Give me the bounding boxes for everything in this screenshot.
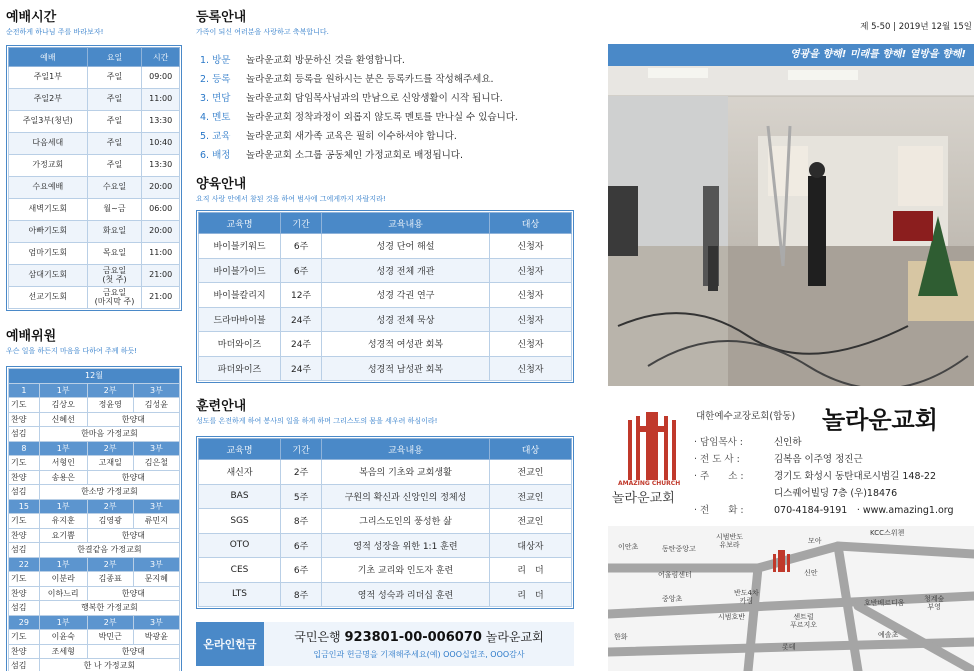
row-label: 기도 (9, 456, 40, 471)
table-row (199, 283, 572, 308)
worship-time: 09:00 (142, 67, 180, 89)
training-table (198, 438, 572, 607)
info-value: 김복음 이주영 정진근 (774, 454, 863, 465)
course-target: 신청자 (489, 307, 571, 332)
online-note: 입금인과 헌금명을 기재해주세요(예) OOO십일조, OOO감사 (313, 650, 525, 659)
table-row (199, 582, 572, 607)
worship-time: 21:00 (142, 265, 180, 287)
course-target: 신청자 (489, 258, 571, 283)
info-value: 신인하 (774, 437, 802, 448)
course-name: SGS (199, 509, 281, 534)
course-duration: 12주 (281, 283, 322, 308)
course-target: 신청자 (489, 332, 571, 357)
row-label: 찬양 (9, 586, 40, 601)
registration-title: 등록안내 (196, 10, 247, 25)
course-content: 성경적 남성관 회복 (322, 356, 490, 381)
prayer-name: 김은철 (133, 456, 179, 471)
row-label: 섬김 (9, 601, 40, 616)
worship-time: 21:00 (142, 287, 180, 309)
list-item (196, 87, 574, 106)
course-name: OTO (199, 533, 281, 558)
registration-text: 놀라운교회 소그룹 공동체인 가정교회로 배정됩니다. (246, 149, 463, 161)
praise-name: 이하느리 (39, 586, 87, 601)
worship-time: 13:30 (142, 155, 180, 177)
nurture-subtitle: 요직 사랑 안에서 참된 것을 하여 범사에 그에게까지 자랄지라! (196, 195, 386, 203)
serve-group: 한 나 가정교회 (39, 659, 179, 671)
map-label: 이안초 (618, 543, 639, 551)
column-header: 기간 (281, 439, 322, 460)
registration-list (196, 49, 574, 163)
prayer-name: 유지훈 (39, 514, 87, 529)
map-church-marker (773, 550, 790, 572)
list-item (196, 144, 574, 163)
course-content: 구원의 확신과 신앙인의 정체성 (322, 484, 490, 509)
service-label: 2부 (87, 615, 133, 630)
column-header: 교육명 (199, 439, 281, 460)
table-row (9, 89, 180, 111)
worship-day: 화요일 (87, 221, 142, 243)
registration-text: 놀라운교회 방문하신 것을 환영합니다. (246, 54, 405, 66)
course-content: 성경 단어 해설 (322, 234, 490, 259)
map-label: 롯데 (782, 643, 796, 651)
week-date: 1 (9, 383, 40, 398)
course-content: 성경적 여성관 회복 (322, 332, 490, 357)
row-label: 찬양 (9, 412, 40, 427)
praise-team: 한양대 (87, 644, 179, 659)
training-section (196, 395, 574, 609)
staff-month: 12월 (9, 369, 180, 384)
logo-korean: 놀라운교회 (612, 491, 675, 506)
worship-time-subtitle: 순전하게 하나님 주를 바라보자! (6, 28, 104, 36)
course-name: 드라마바이블 (199, 307, 281, 332)
worship-staff-subtitle: 우슨 일을 하든지 마음을 다하여 주께 하듯! (6, 347, 138, 355)
info-row (694, 451, 954, 468)
course-target: 전교인 (489, 484, 571, 509)
table-row (9, 133, 180, 155)
table-row (9, 644, 180, 659)
course-name: 바이블칼리지 (199, 283, 281, 308)
serve-group: 한소망 가정교회 (39, 485, 179, 500)
list-item (196, 49, 574, 68)
church-logo-text (612, 480, 680, 506)
service-label: 1부 (39, 383, 87, 398)
course-content: 그리스도인의 풍성한 삶 (322, 509, 490, 534)
table-row (199, 258, 572, 283)
course-name: 파더와이즈 (199, 356, 281, 381)
worship-day: 목요일 (87, 243, 142, 265)
service-label: 2부 (87, 441, 133, 456)
row-label: 섬김 (9, 543, 40, 558)
worship-name: 삼대기도회 (9, 265, 88, 287)
worship-name: 새벽기도회 (9, 199, 88, 221)
worship-day: 금요일 (마지막 주) (87, 287, 142, 309)
course-duration: 24주 (281, 332, 322, 357)
service-label: 2부 (87, 499, 133, 514)
worship-day: 주일 (87, 67, 142, 89)
table-row (9, 243, 180, 265)
church-photo (608, 66, 974, 386)
registration-text: 놀라운교회 정착과정이 외롭지 않도록 멘토를 만나실 수 있습니다. (246, 111, 518, 123)
week-header (9, 557, 180, 572)
registration-text: 놀라운교회 등록을 원하시는 분은 등록카드를 작성해주세요. (246, 73, 494, 85)
header-time: 시간 (142, 48, 180, 67)
online-account-number: 923801-00-006070 (344, 630, 482, 645)
map-label: 예솔초 (878, 631, 899, 639)
course-duration: 24주 (281, 356, 322, 381)
table-row (9, 514, 180, 529)
prayer-name: 정윤영 (87, 398, 133, 413)
row-label: 섬김 (9, 659, 40, 671)
worship-name: 주일3부(청년) (9, 111, 88, 133)
registration-step: 3. 면담 (200, 92, 231, 104)
table-row (199, 307, 572, 332)
worship-name: 주일2부 (9, 89, 88, 111)
worship-name: 선교기도회 (9, 287, 88, 309)
map-label: 시범호반 (718, 613, 746, 621)
table-row (9, 456, 180, 471)
table-row (199, 484, 572, 509)
row-label: 기도 (9, 514, 40, 529)
table-row (9, 287, 180, 309)
worship-day: 주일 (87, 111, 142, 133)
table-row (199, 332, 572, 357)
worship-time-table (8, 47, 180, 309)
table-row (9, 177, 180, 199)
table-row (9, 111, 180, 133)
course-target: 신청자 (489, 283, 571, 308)
map-label: 센트럴 푸르지오 (790, 613, 818, 629)
left-column (6, 6, 182, 671)
worship-name: 주일1부 (9, 67, 88, 89)
online-offering-body (264, 622, 574, 666)
course-duration: 8주 (281, 582, 322, 607)
course-name: LTS (199, 582, 281, 607)
course-content: 성경 전체 묵상 (322, 307, 490, 332)
prayer-name: 김영광 (87, 514, 133, 529)
course-duration: 24주 (281, 307, 322, 332)
worship-time: 11:00 (142, 243, 180, 265)
column-header: 교육명 (199, 213, 281, 234)
table-row (9, 528, 180, 543)
row-label: 섬김 (9, 427, 40, 442)
header-day: 요일 (87, 48, 142, 67)
worship-time: 11:00 (142, 89, 180, 111)
service-label: 1부 (39, 615, 87, 630)
info-row (694, 502, 954, 519)
prayer-name: 문지혜 (133, 572, 179, 587)
course-content: 복음의 기초와 교회생활 (322, 460, 490, 485)
prayer-name: 류민지 (133, 514, 179, 529)
table-row (9, 630, 180, 645)
course-content: 영적 성숙과 리더십 훈련 (322, 582, 490, 607)
table-row (9, 485, 180, 500)
registration-step: 5. 교육 (200, 130, 231, 142)
praise-team: 한양대 (87, 586, 179, 601)
row-label: 기도 (9, 630, 40, 645)
week-date: 29 (9, 615, 40, 630)
serve-group: 행복한 가정교회 (39, 601, 179, 616)
course-target: 리 더 (489, 558, 571, 583)
online-bank: 국민은행 (294, 630, 341, 644)
table-row (199, 234, 572, 259)
map-label: KCC스위첸 (870, 529, 905, 537)
map-label: 반도4차 카림 (734, 589, 759, 605)
week-header (9, 441, 180, 456)
table-row (9, 601, 180, 616)
map-label: 동탄중앙고 (662, 545, 696, 553)
course-name: BAS (199, 484, 281, 509)
service-label: 1부 (39, 557, 87, 572)
prayer-name: 김종표 (87, 572, 133, 587)
worship-day: 월~금 (87, 199, 142, 221)
course-content: 성경 전체 개관 (322, 258, 490, 283)
row-label: 찬양 (9, 644, 40, 659)
table-row (199, 356, 572, 381)
worship-name: 가정교회 (9, 155, 88, 177)
map-label: 모아 (808, 537, 822, 545)
table-row (9, 427, 180, 442)
row-label: 기도 (9, 572, 40, 587)
header-worship: 예배 (9, 48, 88, 67)
map-label: 신안 (804, 569, 818, 577)
row-label: 섬김 (9, 485, 40, 500)
info-value: 디스퀘어빌딩 7층 (우)18476 (774, 488, 898, 499)
worship-staff-table (8, 368, 180, 671)
course-duration: 8주 (281, 509, 322, 534)
course-content: 영적 성장을 위한 1:1 훈련 (322, 533, 490, 558)
info-key: · 주 소 : (694, 471, 744, 482)
prayer-name: 김상오 (39, 398, 87, 413)
worship-time-title: 예배시간 (6, 10, 57, 25)
praise-team: 한양대 (87, 528, 179, 543)
row-label: 찬양 (9, 470, 40, 485)
map-label: 중앙초 (662, 595, 683, 603)
registration-text: 놀라운교회 담임목사님과의 만남으로 신앙생활이 시작 됩니다. (246, 92, 503, 104)
info-key: · 전 도 사 : (694, 454, 740, 465)
column-header: 교육내용 (322, 213, 490, 234)
row-label: 기도 (9, 398, 40, 413)
worship-day: 주일 (87, 89, 142, 111)
nurture-table (198, 212, 572, 381)
worship-staff-section (6, 325, 182, 671)
map-label: 한화 (614, 633, 628, 641)
info-row (694, 468, 954, 485)
course-name: 바이블가이드 (199, 258, 281, 283)
week-header (9, 383, 180, 398)
course-target: 신청자 (489, 234, 571, 259)
service-label: 3부 (133, 557, 179, 572)
course-target: 리 더 (489, 582, 571, 607)
course-target: 전교인 (489, 460, 571, 485)
table-row (9, 659, 180, 671)
worship-staff-table-wrap (6, 366, 182, 671)
table-row (9, 398, 180, 413)
worship-day: 주일 (87, 155, 142, 177)
map-label: 시범반도 유보라 (716, 533, 744, 549)
registration-step: 2. 등록 (200, 73, 231, 85)
praise-name: 조세형 (39, 644, 87, 659)
course-duration: 2주 (281, 460, 322, 485)
prayer-name: 이분라 (39, 572, 87, 587)
service-label: 3부 (133, 441, 179, 456)
church-denomination: 대한예수교장로회(합동) (696, 411, 796, 422)
prayer-name: 박광윤 (133, 630, 179, 645)
praise-name: 신혜선 (39, 412, 87, 427)
church-contact-info (694, 434, 954, 519)
info-row (694, 485, 954, 502)
course-name: CES (199, 558, 281, 583)
service-label: 2부 (87, 383, 133, 398)
map-label: 호반베르디움 (864, 599, 905, 607)
worship-name: 엄마기도회 (9, 243, 88, 265)
training-subtitle: 성도를 온전하게 하여 봉사의 일을 하게 하며 그리스도의 몸을 세우려 하심이라! (196, 417, 438, 425)
table-row (199, 558, 572, 583)
banner: 영광을 향해! 미래를 향해! 열방을 향해! (608, 44, 974, 66)
prayer-name: 김성윤 (133, 398, 179, 413)
table-row (9, 67, 180, 89)
registration-step: 6. 배정 (200, 149, 231, 161)
church-info-block (608, 394, 974, 522)
logo-english: AMAZING CHURCH (618, 480, 681, 487)
row-label: 찬양 (9, 528, 40, 543)
table-row (199, 509, 572, 534)
praise-team: 한양대 (87, 470, 179, 485)
registration-subtitle: 가족이 되신 여러분을 사랑하고 축복합니다. (196, 28, 329, 36)
table-row (9, 412, 180, 427)
table-row (199, 460, 572, 485)
list-item (196, 68, 574, 87)
service-label: 1부 (39, 441, 87, 456)
serve-group: 한결같음 가정교회 (39, 543, 179, 558)
service-label: 3부 (133, 615, 179, 630)
info-value: 경기도 화성시 동탄대로시범길 148-22 (774, 471, 937, 482)
course-target: 대상자 (489, 533, 571, 558)
worship-name: 수요예배 (9, 177, 88, 199)
church-name: 놀라운교회 (822, 406, 938, 434)
registration-step: 4. 멘토 (200, 111, 231, 123)
info-row (694, 434, 954, 451)
praise-team: 한양대 (87, 412, 179, 427)
course-content: 기초 교리와 인도자 훈련 (322, 558, 490, 583)
service-label: 3부 (133, 383, 179, 398)
course-duration: 6주 (281, 258, 322, 283)
photo-illustration (608, 66, 974, 386)
week-header (9, 499, 180, 514)
table-row (9, 221, 180, 243)
worship-time: 06:00 (142, 199, 180, 221)
course-duration: 6주 (281, 533, 322, 558)
course-name: 바이블키워드 (199, 234, 281, 259)
course-target: 신청자 (489, 356, 571, 381)
worship-day: 금요일 (첫 주) (87, 265, 142, 287)
worship-time: 13:30 (142, 111, 180, 133)
week-date: 8 (9, 441, 40, 456)
praise-name: 요기쁨 (39, 528, 87, 543)
worship-time: 20:00 (142, 221, 180, 243)
week-header (9, 615, 180, 630)
registration-section (196, 6, 574, 163)
worship-time: 10:40 (142, 133, 180, 155)
worship-time: 20:00 (142, 177, 180, 199)
course-target: 전교인 (489, 509, 571, 534)
table-row (9, 572, 180, 587)
worship-time-section (6, 6, 182, 311)
info-key: · 전 화 : (694, 505, 744, 516)
praise-name: 송용은 (39, 470, 87, 485)
table-row (199, 533, 572, 558)
nurture-table-wrap (196, 210, 574, 383)
week-date: 22 (9, 557, 40, 572)
table-row (9, 586, 180, 601)
registration-step: 1. 방문 (200, 54, 231, 66)
worship-time-table-wrap (6, 45, 182, 311)
table-row (9, 155, 180, 177)
registration-text: 놀라운교회 새가족 교육은 필히 이수하셔야 합니다. (246, 130, 457, 142)
list-item (196, 125, 574, 144)
worship-day: 수요일 (87, 177, 142, 199)
week-date: 15 (9, 499, 40, 514)
prayer-name: 서형인 (39, 456, 87, 471)
course-name: 마더와이즈 (199, 332, 281, 357)
worship-staff-title: 예배위원 (6, 329, 57, 344)
prayer-name: 박민근 (87, 630, 133, 645)
online-holder: 놀라운교회 (485, 630, 544, 644)
column-header: 대상 (489, 213, 571, 234)
course-name: 새신자 (199, 460, 281, 485)
worship-day: 주일 (87, 133, 142, 155)
service-label: 1부 (39, 499, 87, 514)
column-header: 대상 (489, 439, 571, 460)
table-row (9, 265, 180, 287)
list-item (196, 106, 574, 125)
prayer-name: 고재일 (87, 456, 133, 471)
table-row (9, 199, 180, 221)
serve-group: 한마음 가정교회 (39, 427, 179, 442)
column-header: 기간 (281, 213, 322, 234)
course-duration: 6주 (281, 234, 322, 259)
online-offering-label: 온라인헌금 (196, 622, 264, 666)
worship-name: 아빠기도회 (9, 221, 88, 243)
info-key: · 담임목사 : (694, 437, 743, 448)
training-title: 훈련안내 (196, 399, 247, 414)
column-header: 교육내용 (322, 439, 490, 460)
issue-info: 제 5-50 | 2019년 12월 15일 (860, 22, 972, 32)
online-account (264, 628, 574, 645)
service-label: 2부 (87, 557, 133, 572)
table-row (9, 543, 180, 558)
table-row (9, 470, 180, 485)
map-label: 어울림센터 (658, 571, 692, 579)
service-label: 3부 (133, 499, 179, 514)
info-key (694, 485, 774, 502)
middle-column (196, 6, 574, 609)
worship-name: 다음세대 (9, 133, 88, 155)
course-content: 성경 각권 연구 (322, 283, 490, 308)
info-value: 070-4184-9191 · www.amazing1.org (774, 505, 954, 516)
online-offering (196, 622, 574, 666)
nurture-section (196, 173, 574, 383)
prayer-name: 이윤숙 (39, 630, 87, 645)
course-duration: 6주 (281, 558, 322, 583)
course-duration: 5주 (281, 484, 322, 509)
nurture-title: 양육안내 (196, 177, 247, 192)
map-label: 청계숲 부영 (924, 595, 945, 611)
church-map (608, 526, 974, 671)
training-table-wrap (196, 436, 574, 609)
